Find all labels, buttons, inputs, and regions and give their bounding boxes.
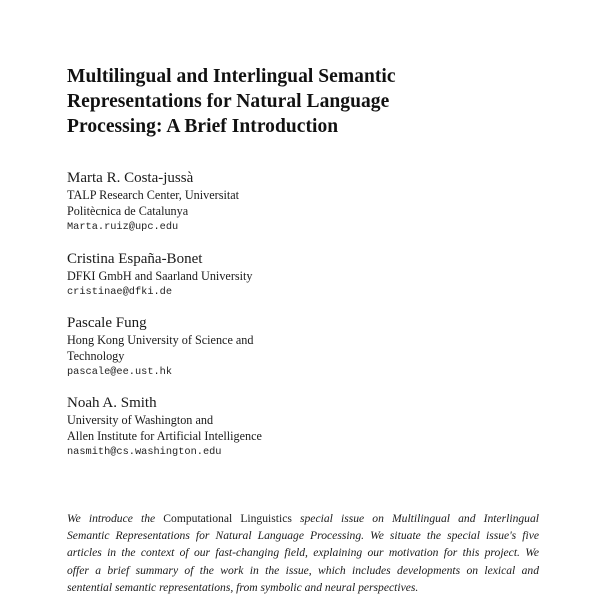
author-email[interactable]: cristinae@dfki.de — [67, 286, 173, 298]
author-name: Noah A. Smith — [67, 395, 157, 411]
abstract-text: articles in the context of our fast-changing field, explaining our motivation for this project. We — [67, 546, 539, 560]
abstract-text: We introduce the — [67, 512, 164, 525]
author-email[interactable]: nasmith@cs.washington.edu — [67, 446, 222, 458]
author-affiliation: Politècnica de Catalunya — [67, 204, 189, 218]
author-name: Pascale Fung — [67, 315, 147, 331]
abstract-text: Semantic Representations for Natural Language Processing. We situate the special issue's five — [67, 529, 539, 543]
abstract-line — [67, 544, 539, 561]
title-line: Multilingual and Interlingual Semantic — [67, 66, 396, 87]
author-name: Cristina España-Bonet — [67, 251, 203, 267]
author-affiliation: Allen Institute for Artificial Intelligence — [67, 429, 262, 443]
abstract-line — [67, 562, 539, 579]
journal-name: Computational Linguistics — [163, 512, 292, 525]
author-block — [67, 394, 367, 460]
author-block — [67, 314, 367, 380]
abstract-text: special issue on Multilingual and Interlingual — [291, 512, 540, 525]
author-affiliation: TALP Research Center, Universitat — [67, 188, 240, 202]
author-affiliation: Hong Kong University of Science and — [67, 333, 254, 347]
abstract-text: sentential semantic representations, from symbolic and neural perspectives. — [67, 580, 419, 594]
author-affiliation: Technology — [67, 349, 125, 363]
abstract-line — [67, 510, 539, 527]
abstract-line — [67, 579, 539, 596]
author-name: Marta R. Costa-jussà — [67, 170, 194, 186]
author-email[interactable]: pascale@ee.ust.hk — [67, 366, 173, 378]
author-affiliation: DFKI GmbH and Saarland University — [67, 269, 253, 283]
author-email[interactable]: Marta.ruiz@upc.edu — [67, 221, 179, 233]
title-line: Representations for Natural Language — [67, 91, 390, 112]
author-block — [67, 250, 367, 300]
author-affiliation: University of Washington and — [67, 413, 214, 427]
title-line: Processing: A Brief Introduction — [67, 116, 339, 137]
author-block — [67, 169, 367, 235]
abstract-line — [67, 527, 539, 544]
paper-title — [67, 64, 487, 139]
abstract — [67, 510, 539, 596]
abstract-text: offer a brief summary of the work in the issue, which includes developments on lexical and — [67, 563, 539, 577]
